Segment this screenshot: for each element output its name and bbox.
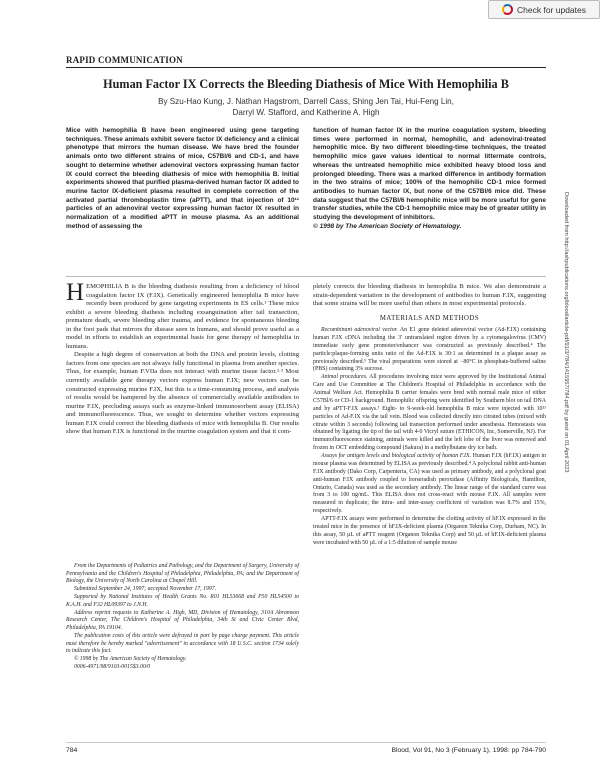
footer-rule <box>66 742 546 743</box>
footnote: The publication costs of this article were defrayed in part by page charge payment. This article must therefore be hereby marked "advertisement" in accordance with 18 U.S.C. section 1734 solely to indicate this fact. <box>66 632 299 655</box>
methods-subhead: Assays for antigen levels and biological activity of human F.IX. <box>321 453 472 459</box>
footnote: 0006-4971/98/9103-0015$3.00/0 <box>74 664 151 671</box>
download-notice: Downloaded from http://ashpublications.org/blood/article-pdf/91/3/784/1415957/784.pdf by guest on 01 April 2023 <box>563 192 569 473</box>
methods-heading: MATERIALS AND METHODS <box>379 315 480 322</box>
introduction <box>66 283 299 536</box>
methods-text: An E1 gene deleted adenoviral vector (Ad-F.IX) containing human F.IX cDNA including the 3' untranslated region driven by a cytomegalovirus (CMV) immediate early gene promoter/enhancer was constructed as previously described.⁴ The particle:plaque-forming units ratio of the Ad-F.IX is 30:1 as determined in a plaque assay as previously described.⁵ The viral preparations were stored at −80°C in phosphate-buffered saline (PBS) containing 3% sucrose. <box>313 327 546 373</box>
abstract-rule <box>66 276 546 277</box>
page-number: 784 <box>66 747 78 754</box>
check-for-updates-label: Check for updates <box>517 4 586 15</box>
methods-paragraph <box>313 327 546 374</box>
methods-text: Human F.IX (hF.IX) antigen in mouse plasma was determined by ELISA as previously described.⁴ A polyclonal rabbit anti-human F.IX antibody (Dako Corp, Carpenteria, CA) was used as primary antibody, and a polyclonal goat anti-human F.IX antibody coupled to horseradish peroxidase (Affinity Biologicals, Hamilton, Ontario, Canada) was used as the secondary antibody. The linear range of the standard curve was from 3 to 100 ng/mL. This ELISA does not cross-react with mouse F.IX. All samples were measured in duplicate; the intra- and inter-assay coefficient of variation was 8.7% and 15%, respectively. <box>313 453 546 515</box>
methods-text: APTT-F.IX assays were performed to determine the clotting activity of hF.IX expressed in the treated mice in the presence of hF.IX-deficient plasma (Organon Teknika Corp, Durham, NC). In this assay, 50 µL of aPTT reagent (Organon Teknika Corp) and 50 µL of hF.IX-deficient plasma were incubated with 50 µL of a 1:5 dilution of sample mouse <box>313 516 546 546</box>
footnotes <box>66 563 299 672</box>
abstract-left-column <box>66 127 299 232</box>
header-rule <box>66 67 546 68</box>
methods-paragraph <box>313 516 546 548</box>
author-list <box>116 96 496 118</box>
section-label: RAPID COMMUNICATION <box>66 55 183 65</box>
footnote: From the Departments of Pediatrics and Pathology, and the Department of Surgery, University of Pennsylvania and the Children's Hospital of Philadelphia, Philadelphia, PA; and the Department of Biology, the University of North Carolina at Chapel Hill. <box>66 563 299 585</box>
methods-subhead: Animal procedures. <box>321 374 368 381</box>
article-title: Human Factor IX Corrects the Bleeding Diathesis of Mice With Hemophilia B <box>103 77 509 91</box>
abstract-copyright: © 1998 by The American Society of Hematology. <box>313 222 462 230</box>
abstract-text-left: Mice with hemophilia B have been engineered using gene targeting techniques. These animals exhibit severe factor IX deficiency and a clinical phenotype that mirrors the human disease. We have bred the founder animals onto two different strains of mice, C57Bl/6 and CD-1, and have sought to determine whether adenoviral vectors expressing human factor IX could correct the bleeding diathesis of mice with hemophilia B. Initial experiments showed that purified plasma-derived human factor IX added to murine factor IX-deficient plasma resulted in complete correction of the activated partial thromboplastin time (aPTT), and that injection of 10¹¹ particles of an adenoviral vector expressing human factor IX resulted in normalization of a modified aPTT in mouse plasma. As an additional method of assessing the <box>66 127 299 230</box>
drop-cap: H <box>66 283 85 306</box>
methods-text: All procedures involving mice were approved by the Institutional Animal Care and Use Committee at The Children's Hospital of Philadelphia in accordance with the Animal Welfare Act. Hemophilia B carrier females were bred with normal male mice of either C57Bl/6 or CD-1 background. Hemophilic offspring were identified by Southern blot on tail DNA and by aPTT-F.IX assays.¹ Eight- to 9-week-old hemophilia B mice were injected with 10¹¹ particles of Ad-F.IX via the tail vein. Blood was collected directly into citrated tubes (mixed with citrate within 3 seconds) following tail transection performed under anesthesia. Hemostasis was obtained by ligating the tip of the tail with 4-0 Vicryl suture (ETHICON, Inc, Somerville, NJ). For immunofluorescence staining, animals were killed and the left lobe of the liver was removed and frozen in OCT embedding compound (Sakura) in a methylbutane dry ice bath. <box>313 374 546 452</box>
footnote: © 1998 by The American Society of Hematology. <box>74 656 187 663</box>
crossmark-icon <box>502 4 513 15</box>
check-for-updates-button[interactable] <box>488 0 600 19</box>
footnote: Submitted September 24, 1997; accepted November 17, 1997. <box>74 586 217 593</box>
journal-citation: Blood, Vol 91, No 3 (February 1), 1998: pp 784-790 <box>391 747 546 754</box>
methods-body <box>313 327 546 739</box>
footnote: Supported by National Institutes of Health Grants No. R01 HL53668 and P50 HL54500 to K.A.H. and F32 HL09397 to J.N.H. <box>66 594 299 608</box>
methods-paragraph <box>313 374 546 453</box>
methods-paragraph <box>313 453 546 516</box>
methods-subhead: Recombinant adenoviral vector. <box>321 327 398 333</box>
intro-paragraph-1: EMOPHILIA B is the bleeding diathesis resulting from a deficiency of blood coagulation factor IX (F.IX). Genetically engineered hemophilia B mice have recently been produced by gene targeting experiments in ES cells.¹ These mice exhibit a severe bleeding diathesis including exsanguination after tail transection, premature death, severe bleeding after trauma, and evidence for spontaneous bleeding in the foot pads that mirrors the disease seen in humans, and should prove useful as a model in efforts to establish an experimental basis for gene therapy of hemophilia in humans. <box>66 283 299 350</box>
abstract-right-column <box>313 127 546 232</box>
footnote: Address reprint requests to Katherine A. High, MD, Division of Hematology, 310A Abramson Research Center, The Children's Hospital of Philadelphia, 34th St and Civic Center Blvd, Philadelphia, PA 19104. <box>66 609 299 631</box>
authors-line-1: By Szu-Hao Kung, J. Nathan Hagstrom, Darrell Cass, Shing Jen Tai, Hui-Feng Lin, <box>158 97 454 106</box>
abstract-text-right: function of human factor IX in the murine coagulation system, bleeding times were performed in normal, hemophilic, and adenoviral-treated hemophilic mice. By two different bleeding-time techniques, the treated hemophilic mice gave values identical to normal littermate controls, whereas the untreated hemophilic mice exhibited heavy blood loss and prolonged bleeding. There was a marked difference in antibody formation in the two strains of mice; 100% of the hemophilic CD-1 mice formed antibodies to human factor IX, but none of the C57Bl/6 mice did. These data suggest that the C57Bl/6 hemophilic mice will be more useful for gene transfer studies, while the CD-1 hemophilic mice may be of greater utility in studying the development of inhibitors. <box>313 127 546 222</box>
intro-paragraph-2: Despite a high degree of conservation at both the DNA and protein levels, clotting factors from one species are not always fully functional in plasma from another species. Thus, for example, human F.VIIa does not interact with murine tissue factor.²·³ Most currently available gene therapy vectors express human F.IX; new vectors can be constructed expressing murine F.IX, but this is a time-consuming process, and analysis of results would be hampered by the absence of commercially available antibodies to murine F.IX, precluding assays such as enzyme-linked immunosorbent assay (ELISA) and immunofluorescence. Thus, we sought to determine whether vectors expressing human F.IX could correct the bleeding diathesis of mice with hemophilia B. Our results show that human F.IX is functional in the murine coagulation system and that it com- <box>66 351 299 436</box>
intro-continued: pletely corrects the bleeding diathesis in hemophilia B mice. We also demonstrate a strain-dependent variation in the development of antibodies to human F.IX, suggesting that some strains will be more useful than others in most experimental protocols. <box>313 283 546 308</box>
authors-line-2: Darryl W. Stafford, and Katherine A. High <box>232 108 380 118</box>
